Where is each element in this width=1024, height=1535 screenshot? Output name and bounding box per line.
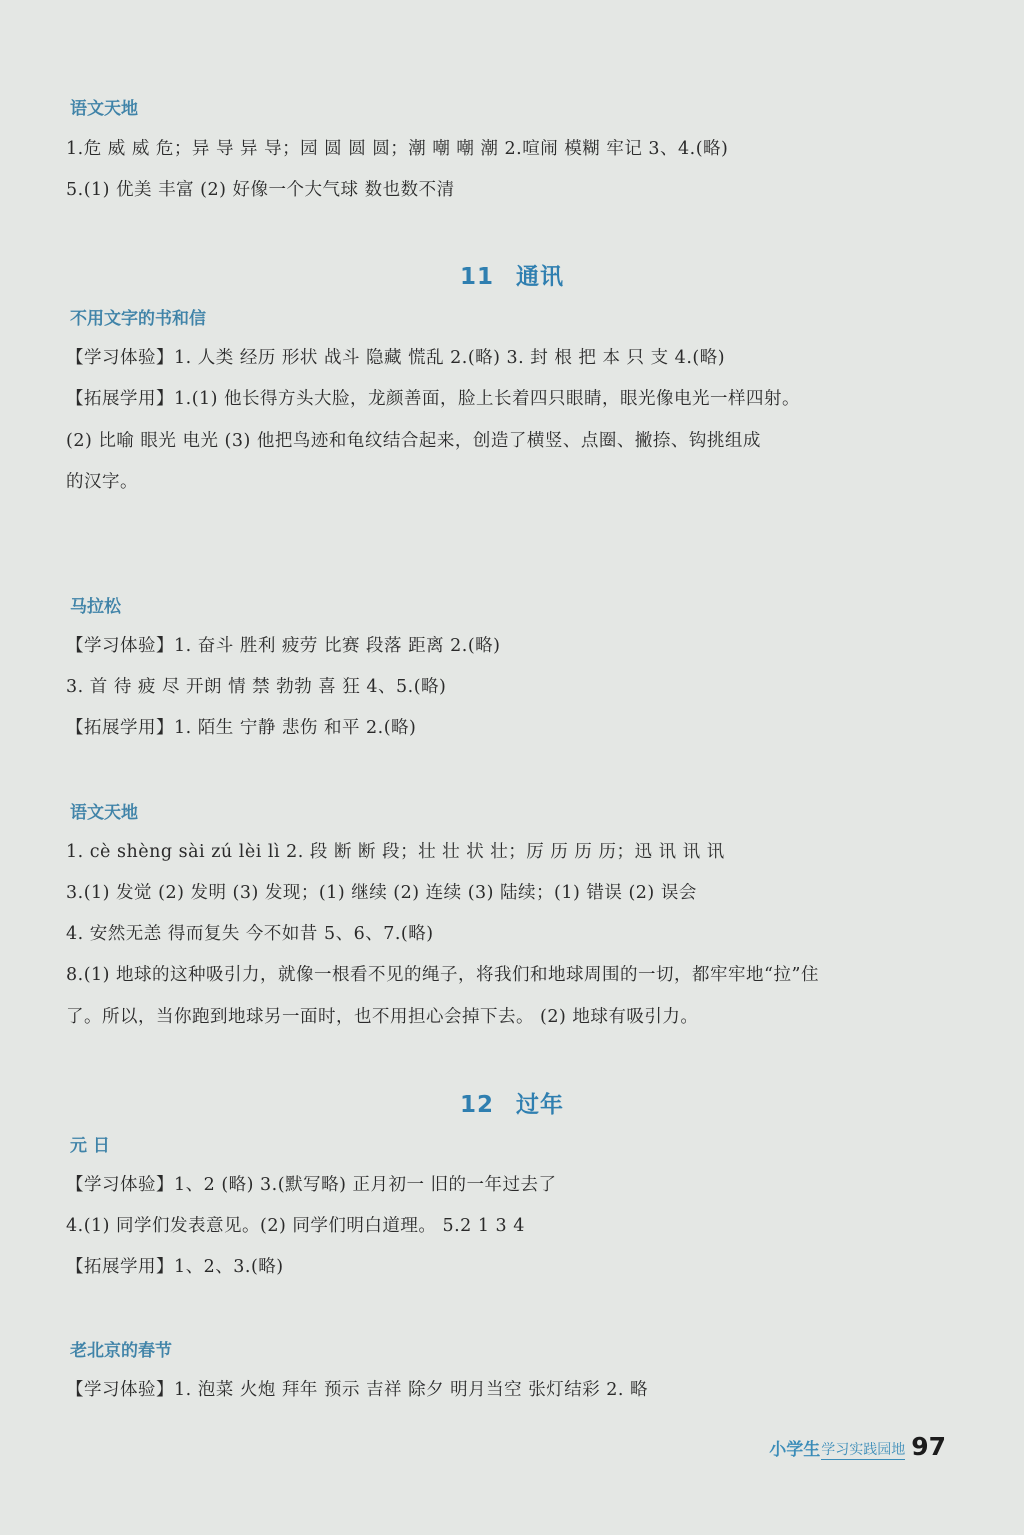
answer-line: 【学习体验】1、2 (略) 3.(默写略) 正月初一 旧的一年过去了 bbox=[66, 1175, 557, 1195]
answer-line: 1.危 威 威 危；异 导 异 导；园 圆 圆 圆；潮 嘲 嘲 潮 2.喧闹 模糊 牢记 3、4.(略) bbox=[66, 139, 729, 159]
answer-line: (2) 比喻 眼光 电光 (3) 他把鸟迹和龟纹结合起来，创造了横竖、点圈、撇捺、钩挑组成 bbox=[66, 431, 761, 451]
answer-line: 【学习体验】1. 人类 经历 形状 战斗 隐藏 慌乱 2.(略) 3. 封 根 把 本 只 支 4.(略) bbox=[66, 348, 726, 368]
answer-line: 【拓展学用】1. 陌生 宁静 悲伤 和平 2.(略) bbox=[66, 718, 417, 738]
lesson-title: 马拉松 bbox=[70, 597, 121, 617]
unit-number: 11 bbox=[459, 264, 494, 290]
unit-title: 通讯 bbox=[516, 264, 564, 290]
unit-heading-12 bbox=[0, 1086, 1024, 1119]
answer-line: 4.(1) 同学们发表意见。(2) 同学们明白道理。 5.2 1 3 4 bbox=[66, 1216, 525, 1236]
page-footer bbox=[769, 1434, 946, 1460]
answer-line: 【拓展学用】1、2、3.(略) bbox=[66, 1257, 284, 1277]
lesson-title: 不用文字的书和信 bbox=[70, 309, 206, 329]
unit-number: 12 bbox=[459, 1092, 494, 1118]
answer-line: 1. cè shèng sài zú lèi lì 2. 段 断 断 段；壮 壮 状 壮；厉 历 历 历；迅 讯 讯 讯 bbox=[66, 842, 725, 862]
answer-line: 了。所以，当你跑到地球另一面时，也不用担心会掉下去。 (2) 地球有吸引力。 bbox=[66, 1007, 699, 1027]
answer-line: 的汉字。 bbox=[66, 472, 138, 492]
lesson-title: 元 日 bbox=[70, 1136, 110, 1156]
answer-line: 3.(1) 发觉 (2) 发明 (3) 发现；(1) 继续 (2) 连续 (3) 陆续；(1) 错误 (2) 误会 bbox=[66, 883, 697, 903]
answer-line: 【拓展学用】1.(1) 他长得方头大脸，龙颜善面，脸上长着四只眼睛，眼光像电光一样四射。 bbox=[66, 389, 801, 409]
page-number: 97 bbox=[911, 1432, 946, 1461]
answer-line: 4. 安然无恙 得而复失 今不如昔 5、6、7.(略) bbox=[66, 924, 434, 944]
unit-heading-11 bbox=[0, 258, 1024, 291]
answer-line: 【学习体验】1. 泡菜 火炮 拜年 预示 吉祥 除夕 明月当空 张灯结彩 2. 略 bbox=[66, 1380, 649, 1400]
footer-brand: 小学生 bbox=[769, 1440, 821, 1460]
footer-brand-sub: 学习实践园地 bbox=[821, 1439, 905, 1460]
answer-line: 【学习体验】1. 奋斗 胜利 疲劳 比赛 段落 距离 2.(略) bbox=[66, 636, 501, 656]
answer-line: 5.(1) 优美 丰富 (2) 好像一个大气球 数也数不清 bbox=[66, 180, 455, 200]
lesson-title: 老北京的春节 bbox=[70, 1341, 172, 1361]
lesson-title: 语文天地 bbox=[70, 803, 138, 823]
answer-line: 8.(1) 地球的这种吸引力，就像一根看不见的绳子，将我们和地球周围的一切，都牢牢地“拉”住 bbox=[66, 965, 819, 985]
section-title-yuwen-tiandi: 语文天地 bbox=[70, 99, 138, 119]
answer-line: 3. 首 待 疲 尽 开朗 情 禁 勃勃 喜 狂 4、5.(略) bbox=[66, 677, 447, 697]
unit-title: 过年 bbox=[516, 1092, 564, 1118]
